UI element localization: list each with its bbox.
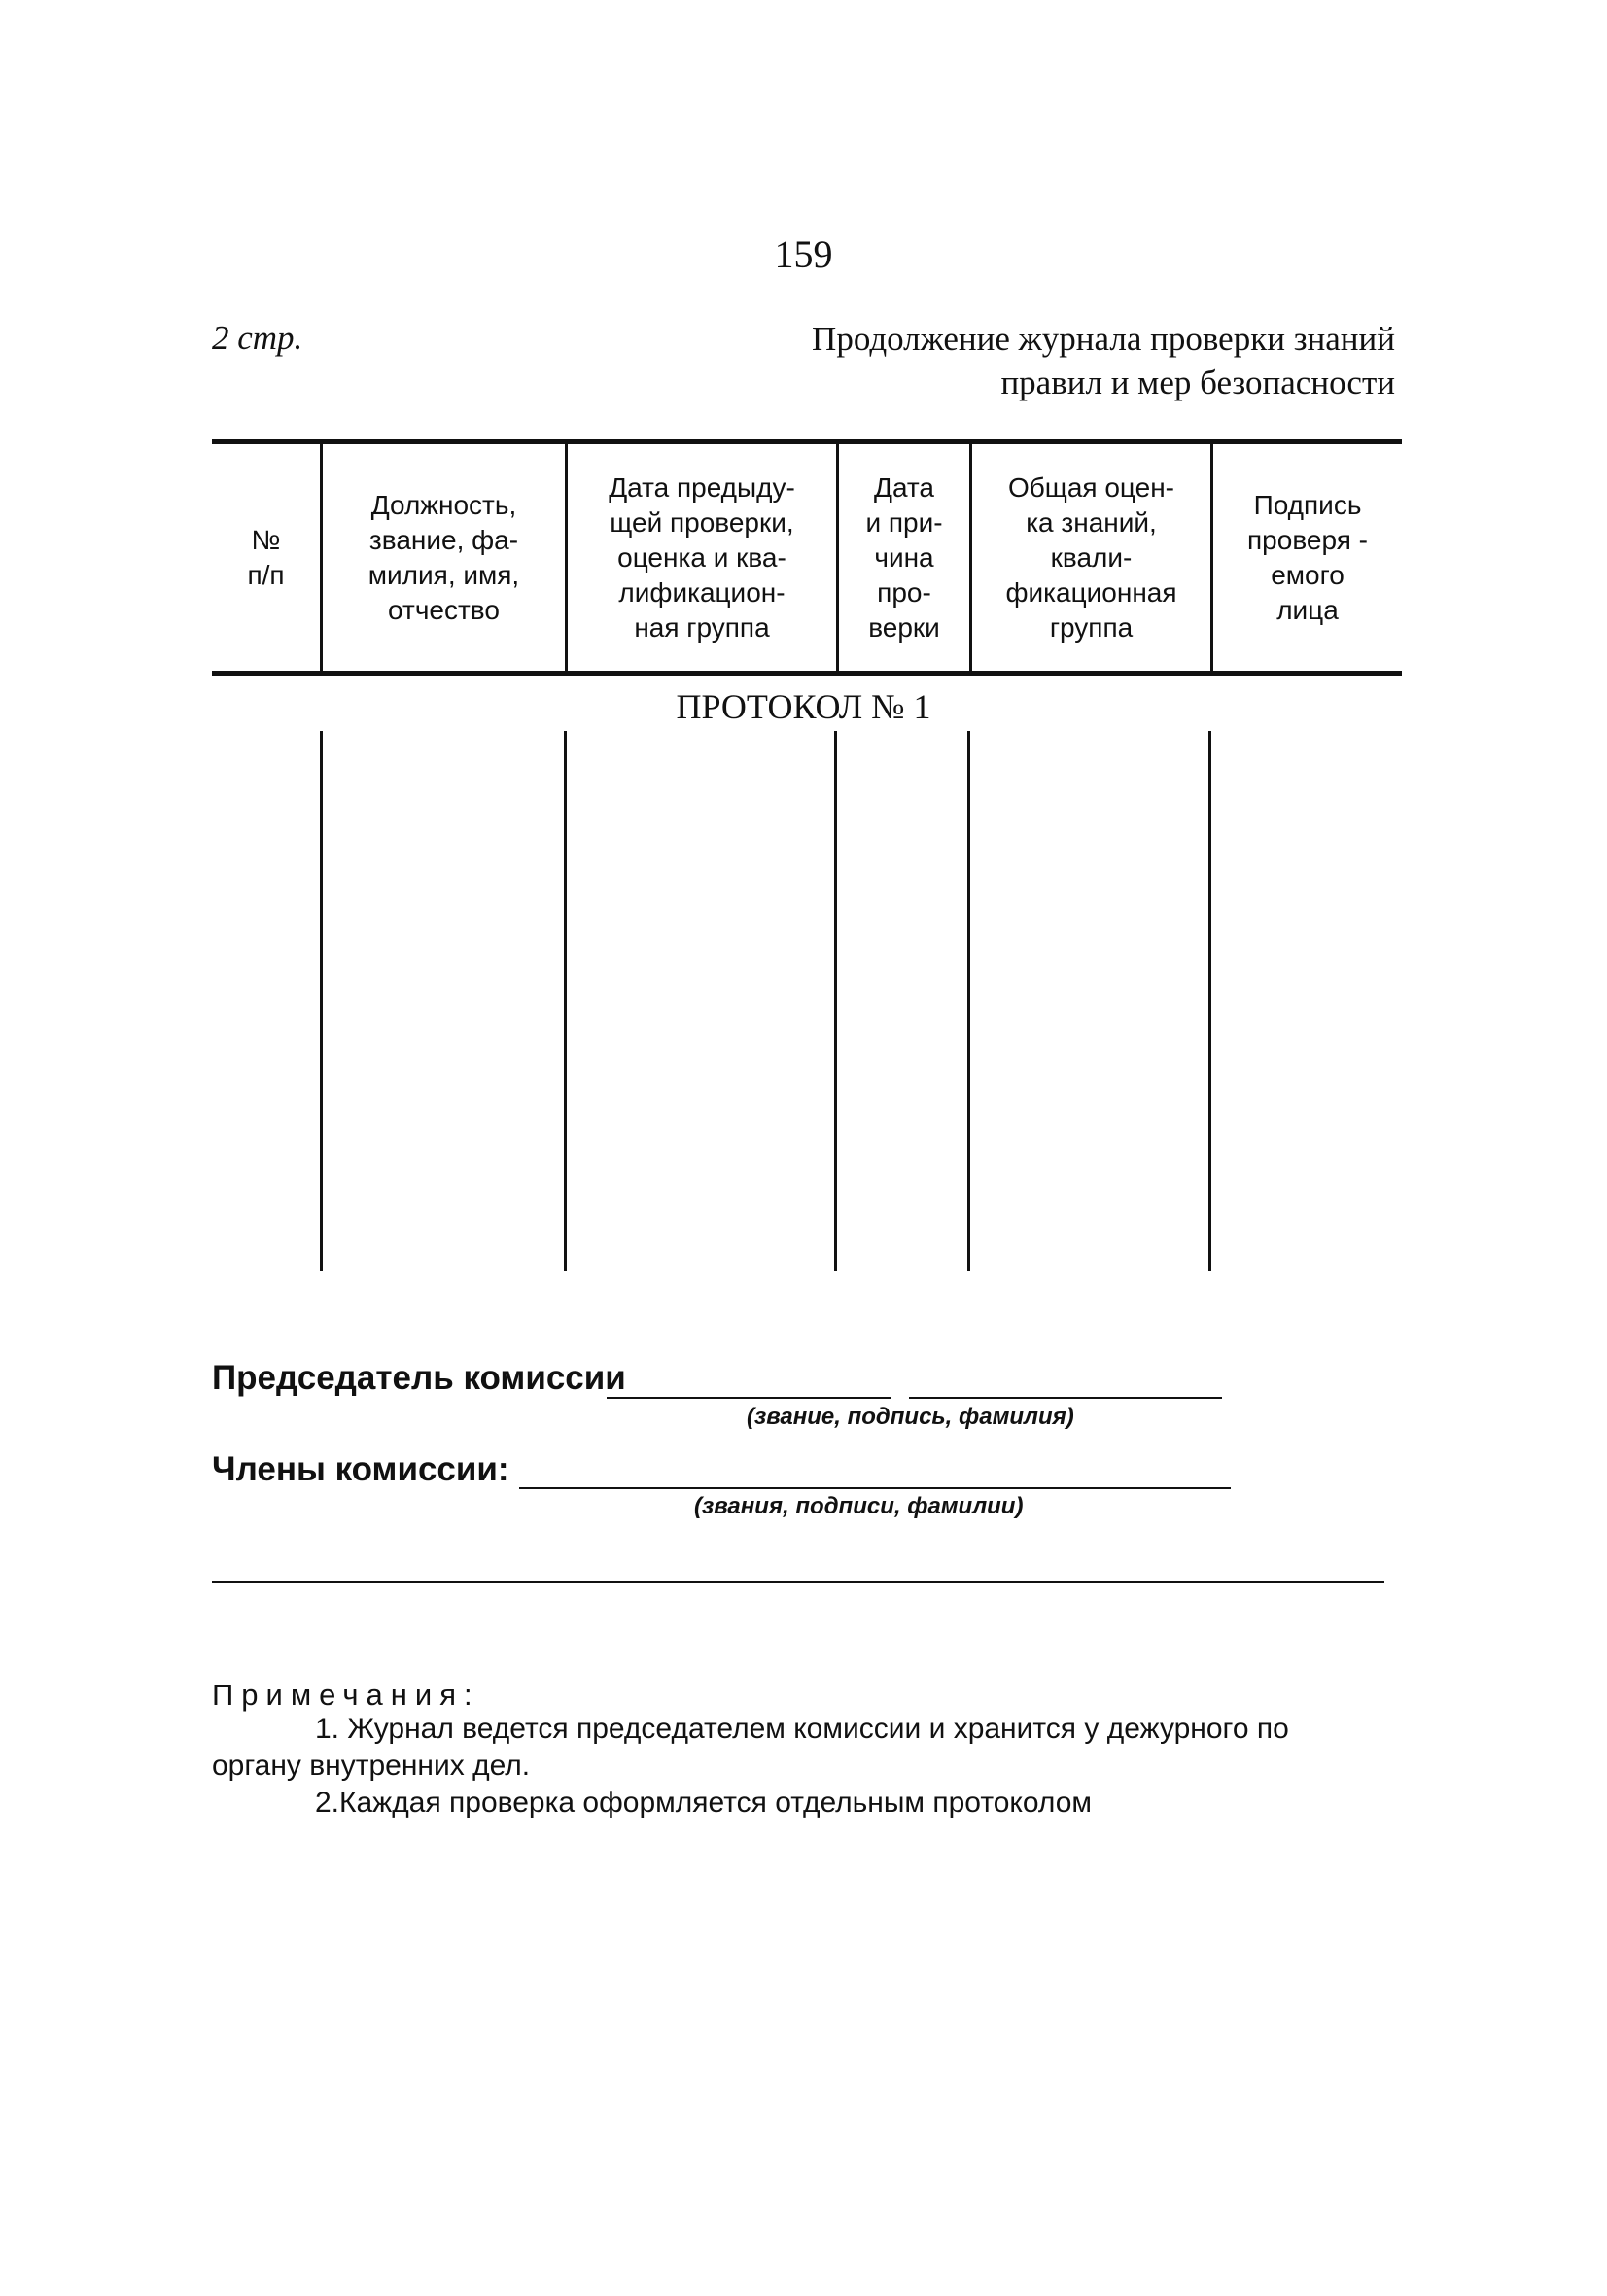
column-header-number: № п/п [247, 525, 285, 590]
body-divider-4 [967, 731, 970, 1271]
protocol-title: ПРОТОКОЛ № 1 [676, 687, 931, 726]
header-title-line-1: Продолжение журнала проверки знаний [812, 320, 1395, 358]
header-title-line-2: правил и мер безопасности [1000, 364, 1395, 401]
body-divider-1 [320, 731, 323, 1271]
chairman-hint: (звание, подпись, фамилия) [747, 1404, 1074, 1430]
column-header-position: Должность, звание, фа- милия, имя, отчество [367, 490, 520, 625]
column-header-overall-grade: Общая оцен- ка знаний, квали- фикационная группа [1005, 472, 1177, 643]
body-divider-2 [564, 731, 567, 1271]
note-item-1-line-2: органу внутренних дел. [212, 1750, 531, 1782]
table-header-bottom-rule [212, 671, 1402, 676]
column-header-signature: Подпись проверя - емого лица [1247, 490, 1368, 625]
chairman-label: Председатель комиссии [212, 1359, 626, 1397]
header-title [812, 317, 1395, 404]
body-divider-5 [1208, 731, 1211, 1271]
chairman-name-line [909, 1397, 1222, 1399]
page-number: 159 [774, 232, 833, 276]
body-divider-3 [834, 731, 837, 1271]
note-item-1-line-1: 1. Журнал ведется председателем комиссии и хранится у дежурного по [315, 1713, 1289, 1745]
members-extra-line [212, 1581, 1384, 1583]
notes-heading: Примечания: [212, 1678, 480, 1712]
members-hint: (звания, подписи, фамилии) [694, 1493, 1024, 1519]
members-label: Члены комиссии: [212, 1450, 509, 1488]
table-top-rule [212, 439, 1402, 444]
column-header-previous-check: Дата предыду- щей проверки, оценка и ква- лификацион- ная группа [609, 472, 795, 643]
chairman-rank-line [607, 1397, 891, 1399]
note-item-2: 2.Каждая проверка оформляется отдельным протоколом [315, 1787, 1093, 1819]
members-line [519, 1487, 1231, 1489]
column-header-date-reason: Дата и при- чина про- верки [865, 472, 943, 643]
page-tag: 2 стр. [212, 319, 303, 357]
